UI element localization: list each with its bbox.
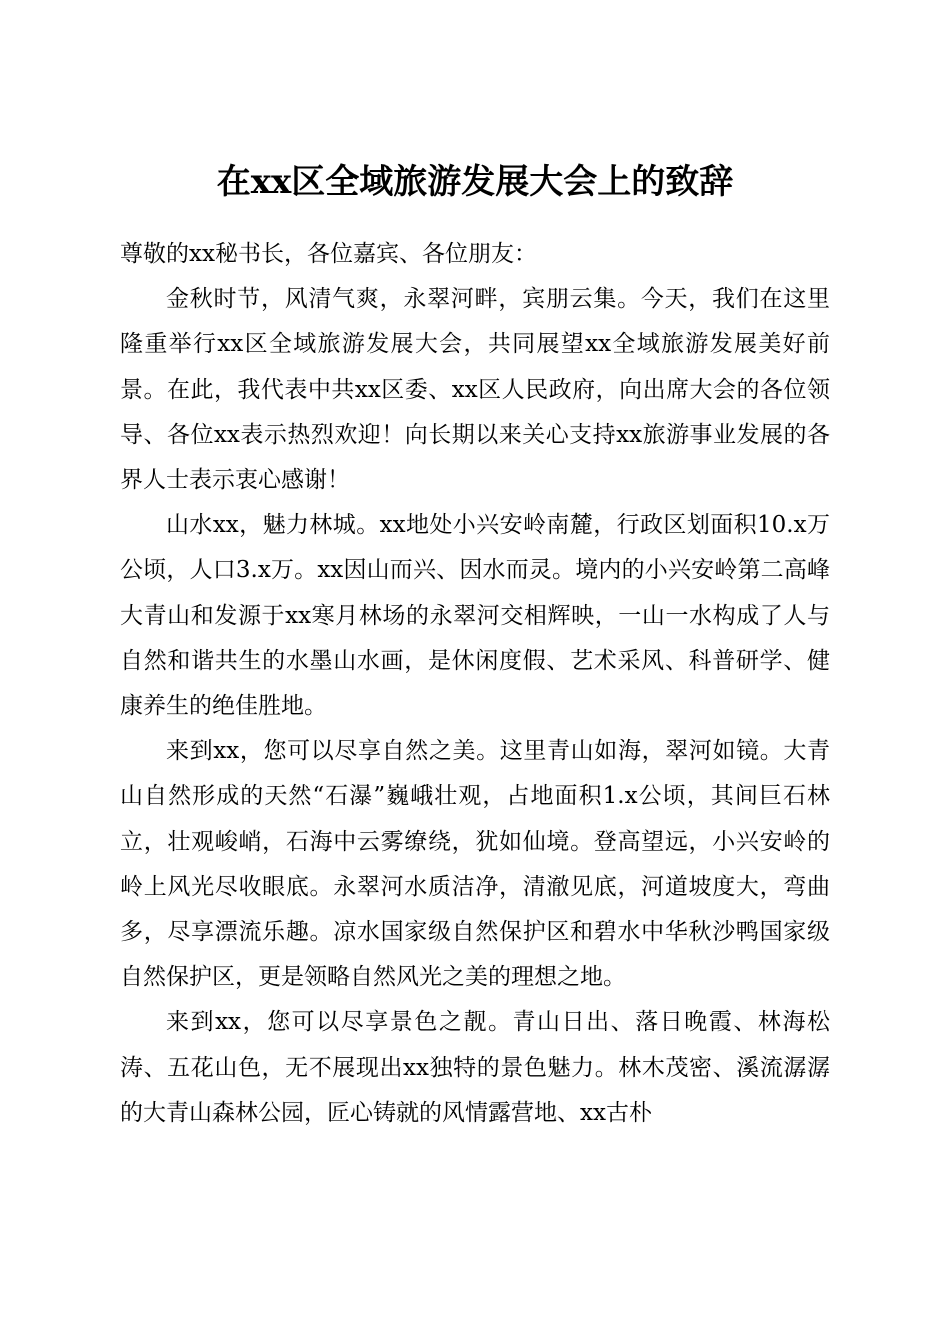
document-body — [120, 232, 830, 1136]
document-title: 在xx区全域旅游发展大会上的致辞 — [216, 161, 734, 202]
salutation: 尊敬的xx秘书长，各位嘉宾、各位朋友： — [120, 241, 537, 267]
paragraph-2: 山水xx，魅力林城。xx地处小兴安岭南麓，行政区划面积10.x万公顷，人口3.x万。xx因山而兴、因水而灵。境内的小兴安岭第二高峰大青山和发源于xx寒月林场的永翠河交相辉映，一山一水构成了人与自然和谐共生的水墨山水画，是休闲度假、艺术采风、科普研学、健康养生的绝佳胜地。 — [120, 512, 830, 720]
paragraph-3: 来到xx，您可以尽享自然之美。这里青山如海，翠河如镜。大青山自然形成的天然“石瀑”巍峨壮观，占地面积1.x公顷，其间巨石林立，壮观峻峭，石海中云雾缭绕，犹如仙境。登高望远，小兴安岭的岭上风光尽收眼底。永翠河水质洁净，清澈见底，河道坡度大，弯曲多，尽享漂流乐趣。凉水国家级自然保护区和碧水中华秋沙鸭国家级自然保护区，更是领略自然风光之美的理想之地。 — [120, 738, 830, 991]
paragraph-1: 金秋时节，风清气爽，永翠河畔，宾朋云集。今天，我们在这里隆重举行xx区全域旅游发展大会，共同展望xx全域旅游发展美好前景。在此，我代表中共xx区委、xx区人民政府，向出席大会的各位领导、各位xx表示热烈欢迎！向长期以来关心支持xx旅游事业发展的各界人士表示衷心感谢！ — [120, 286, 830, 494]
paragraph-4: 来到xx，您可以尽享景色之靓。青山日出、落日晚霞、林海松涛、五花山色，无不展现出xx独特的景色魅力。林木茂密、溪流潺潺的大青山森林公园，匠心铸就的风情露营地、xx古朴 — [120, 1009, 830, 1126]
